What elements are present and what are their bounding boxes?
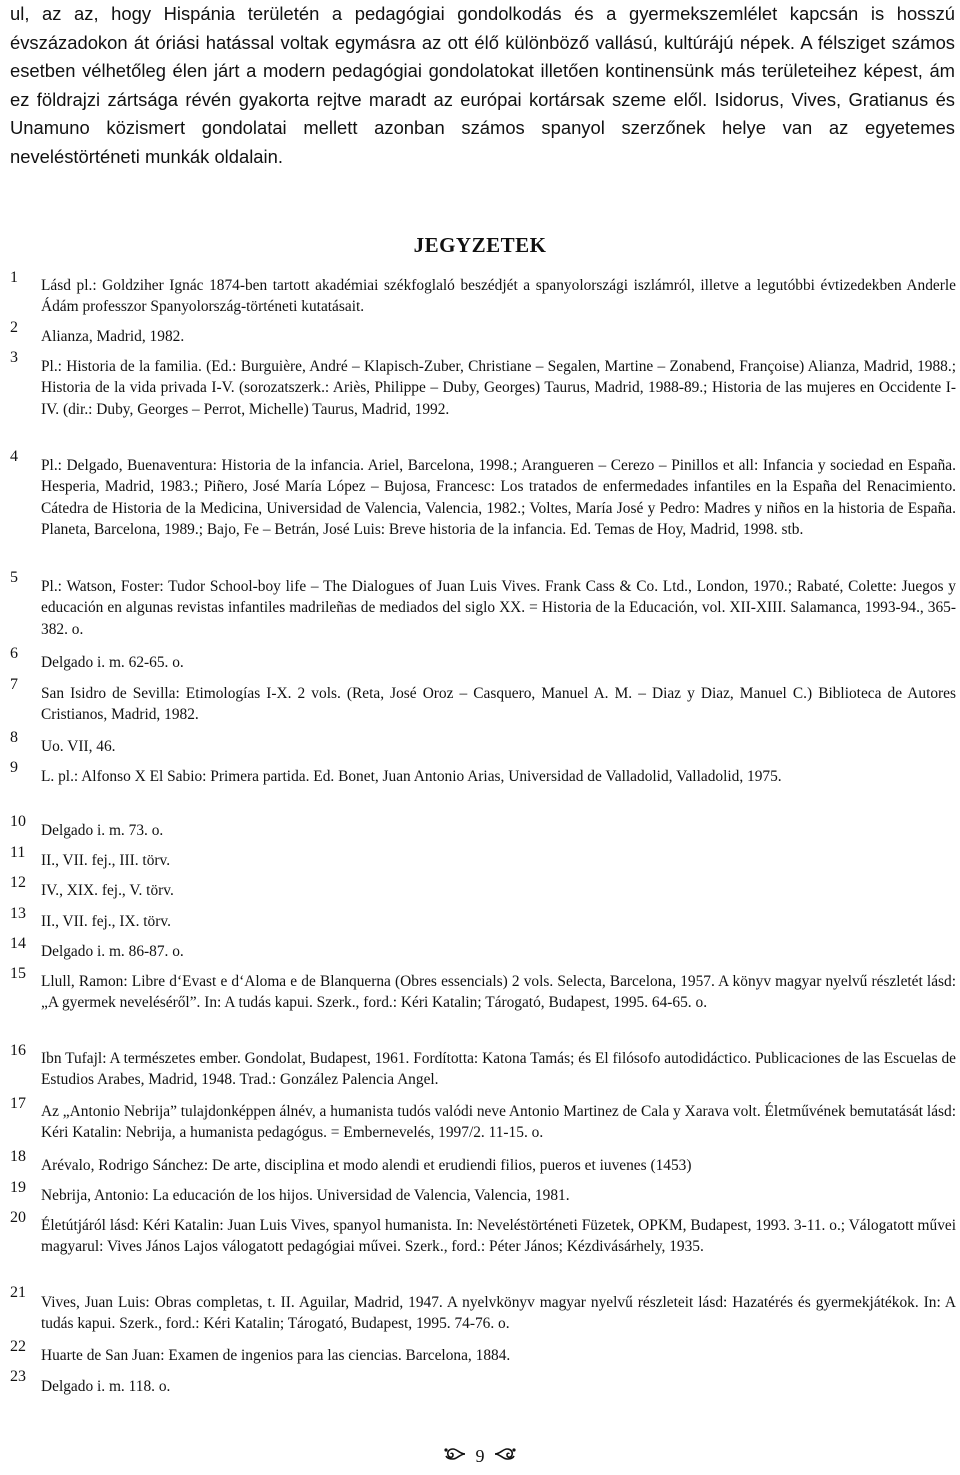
note-text: Lásd pl.: Goldziher Ignác 1874-ben tartott akadémiai székfoglaló beszédjét a spanyolországi iszlámról, illetve a legutóbbi évtizedekben Anderle Ádám professzor Spanyolország-történeti kutatásait. [41, 277, 956, 316]
note-number: 2 [10, 319, 18, 336]
note-number: 8 [10, 729, 18, 746]
note-number: 14 [10, 935, 26, 952]
note-number: 13 [10, 905, 26, 922]
fleuron-right-icon [493, 1445, 517, 1468]
note-number: 17 [10, 1095, 26, 1112]
page-number: 9 [475, 1446, 485, 1467]
note-number: 3 [10, 349, 18, 366]
note-text: Életútjáról lásd: Kéri Katalin: Juan Luis Vives, spanyol humanista. In: Neveléstörténeti Füzetek, OPKM, Budapest, 1993. 3-11. o.; Válogatott művei magyarul: Vives János Lajos válogatott pedagógiai művei. Szerk., ford.: Péter János; Kézdivásárhely, 1935. [41, 1217, 956, 1256]
note-text: Az „Antonio Nebrija” tulajdonképpen álnév, a humanista tudós valódi neve Antonio Martinez de Cala y Xarava volt. Életművének bemutatását lásd: Kéri Katalin: Nebrija, a humanista pedagógus. = Embernevelés, 1997/2. 11-15. o. [41, 1103, 956, 1142]
note-text: L. pl.: Alfonso X El Sabio: Primera partida. Ed. Bonet, Juan Antonio Arias, Universidad de Valladolid, Valladolid, 1975. [41, 768, 782, 785]
notes-heading: JEGYZETEK [413, 233, 547, 257]
note-number: 11 [10, 844, 26, 861]
note-text: Delgado i. m. 73. o. [41, 822, 164, 839]
note-number: 7 [10, 676, 18, 693]
note-text: Delgado i. m. 118. o. [41, 1378, 171, 1395]
note-text: Vives, Juan Luis: Obras completas, t. II. Aguilar, Madrid, 1947. A nyelvkönyv magyar nyelvű részleteit lásd: Hazatérés és gyermekjátékok. In: A tudás kapui. Szerk., ford.: Kéri Katalin; Tárogató, Budapest, 1995. 74-76. o. [41, 1294, 956, 1333]
note-text: II., VII. fej., IX. törv. [41, 913, 171, 930]
note-number: 18 [10, 1148, 26, 1165]
note-text: Pl.: Watson, Foster: Tudor School-boy life – The Dialogues of Juan Luis Vives. Frank Cass & Co. Ltd., London, 1970.; Rabaté, Colette: Juegos y educación en algunas revistas infantiles madrileñas de mediados del siglo XX. = Historia de la Educación, vol. XII-XIII. Salamanca, 1993-94., 365-382. o. [41, 578, 956, 638]
note-text: II., VII. fej., III. törv. [41, 852, 171, 869]
note-number: 10 [10, 813, 26, 830]
note-number: 1 [10, 269, 18, 286]
note-text: Nebrija, Antonio: La educación de los hijos. Universidad de Valencia, Valencia, 1981. [41, 1187, 570, 1204]
note-number: 19 [10, 1179, 26, 1196]
note-text: Delgado i. m. 86-87. o. [41, 943, 184, 960]
page-footer [0, 1445, 960, 1475]
note-text: Huarte de San Juan: Examen de ingenios para las ciencias. Barcelona, 1884. [41, 1347, 511, 1364]
note-number: 5 [10, 569, 18, 586]
note-number: 20 [10, 1209, 26, 1226]
note-text: Arévalo, Rodrigo Sánchez: De arte, disciplina et modo alendi et erudiendi filios, pueros et iuvenes (1453) [41, 1157, 692, 1174]
note-text: Pl.: Delgado, Buenaventura: Historia de la infancia. Ariel, Barcelona, 1998.; Arangueren – Cerezo – Pinillos et all: Infancia y sociedad en España. Hesperia, Madrid, 1983.; Piñero, José María López – Bujosa, Francesc: Los tratados de enfermedades infantiles en la España del Renacimiento. Cátedra de Historia de la Medicina, Universidad de Valencia, Valencia, 1982.; Voltes, María José y Pedro: Madres y niños en la historia de España. Planeta, Barcelona, 1989.; Bajo, Fe – Betrán, José Luis: Breve historia de la infancia. Ed. Temas de Hoy, Madrid, 1998. stb. [41, 457, 956, 539]
note-number: 23 [10, 1368, 26, 1385]
intro-paragraph: ul, az az, hogy Hispánia területén a pedagógiai gondolkodás és a gyermekszemlélet kapcsán is hosszú évszázadokon át óriási hatással voltak egymásra az ott élő különböző vallású, kultúrájú népek. A félsziget számos esetben vélhetőleg élen járt a modern pedagógiai gondolatokat illetően kontinensünk más területeihez képest, ám ez földrajzi zártsága révén gyakorta rejtve maradt az európai kortársak szeme elől. Isidorus, Vives, Gratianus és Unamuno közismert gondolatai mellett azonban számos spanyol szerzőnek helye van az egyetemes neveléstörténeti munkák oldalain. [10, 3, 955, 167]
note-number: 15 [10, 965, 26, 982]
note-number: 9 [10, 759, 18, 776]
note-number: 16 [10, 1042, 26, 1059]
fleuron-left-icon [443, 1445, 467, 1468]
note-text: Ibn Tufajl: A természetes ember. Gondolat, Budapest, 1961. Fordította: Katona Tamás; és El filósofo autodidáctico. Publicaciones de las Escuelas de Estudios Arabes, Madrid, 1948. Trad.: González Palencia Angel. [41, 1050, 956, 1089]
note-text: Pl.: Historia de la familia. (Ed.: Burguière, André – Klapisch-Zuber, Christiane – Segalen, Martine – Zonabend, Françoise) Alianza, Madrid, 1988.; Historia de la vida privada I-V. (sorozatszerk.: Ariès, Philippe – Duby, Georges) Taurus, Madrid, 1988-89.; Historia de las mujeres en Occidente I-IV. (dir.: Duby, Georges – Perrot, Michelle) Taurus, Madrid, 1992. [41, 358, 956, 418]
note-number: 22 [10, 1338, 26, 1355]
note-text: Uo. VII, 46. [41, 738, 116, 755]
note-text: Llull, Ramon: Libre d‘Evast e d‘Aloma e de Blanquerna (Obres essencials) 2 vols. Selecta, Barcelona, 1957. A könyv magyar nyelvű részletét lásd: „A gyermek neveléséről”. In: A tudás kapui. Szerk., ford.: Kéri Katalin; Tárogató, Budapest, 1995. 64-65. o. [41, 973, 956, 1012]
note-number: 4 [10, 448, 18, 465]
note-number: 12 [10, 874, 26, 891]
note-number: 21 [10, 1284, 26, 1301]
note-number: 6 [10, 645, 18, 662]
note-text: Alianza, Madrid, 1982. [41, 328, 185, 345]
note-text: Delgado i. m. 62-65. o. [41, 654, 184, 671]
note-text: San Isidro de Sevilla: Etimologías I-X. 2 vols. (Reta, José Oroz – Casquero, Manuel A. M. – Diaz y Diaz, Manuel C.) Biblioteca de Autores Cristianos, Madrid, 1982. [41, 685, 956, 724]
note-text: IV., XIX. fej., V. törv. [41, 882, 174, 899]
